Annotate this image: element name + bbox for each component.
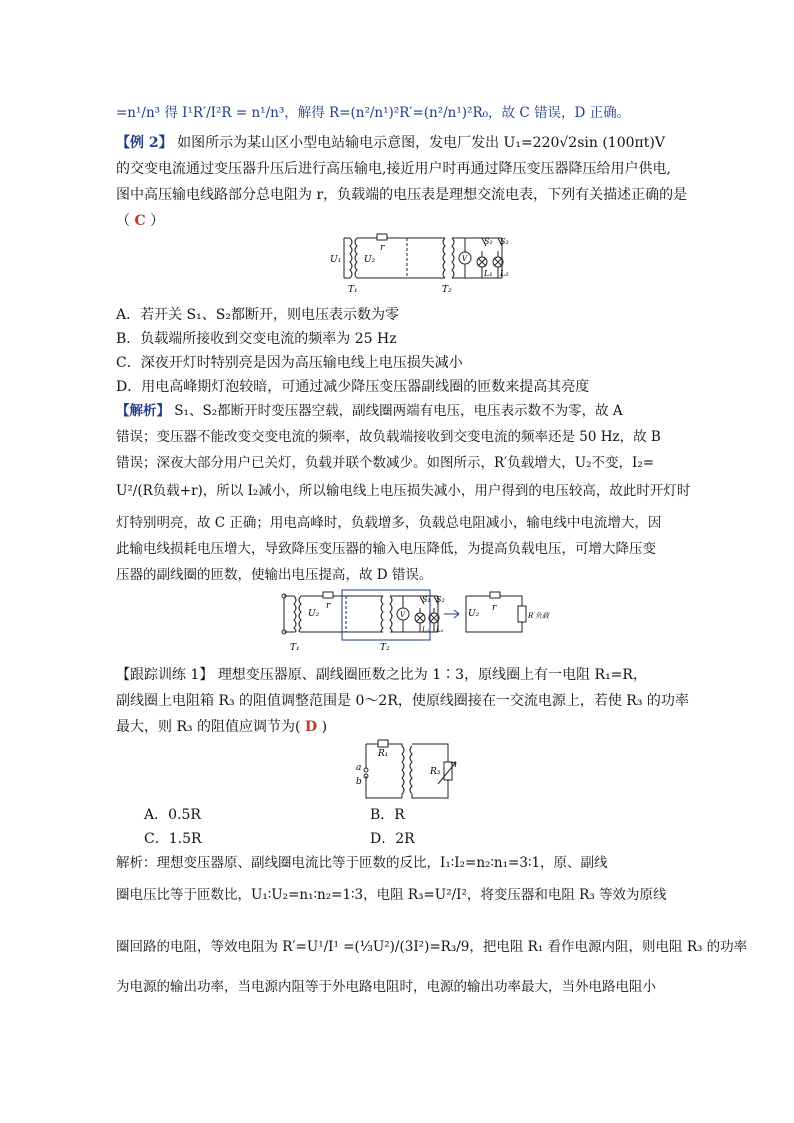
training1-answer-close: ) — [321, 719, 328, 735]
training1-option-d: D．2R — [370, 831, 415, 847]
example2-answer: C — [134, 213, 146, 229]
S2-label-eq: S₂ — [436, 595, 445, 604]
S1-label-eq: S₁ — [422, 595, 431, 604]
example2-label: 【例 2】 — [116, 135, 173, 151]
terminal-b-label: b — [356, 777, 362, 787]
r-label-eq: r — [326, 601, 331, 611]
analysis-text: S₁、S₂都断开时变压器空载，副线圈两端有电压，电压表示数不为零，故 A — [174, 403, 623, 419]
example2-analysis-1 — [116, 402, 623, 420]
R1-label: R₁ — [378, 749, 389, 759]
training1-analysis-1: 解析：理想变压器原、副线圈电流比等于匝数的反比，I₁∶I₂=n₂∶n₁=3∶1，原、副线 — [116, 855, 608, 871]
training1-stem-2: 副线圈上电阻箱 R₃ 的阻值调整范围是 0～2R，使原线圈接在一交流电源上，若使 R₃ 的功率 — [116, 693, 689, 709]
training1-stem-3-text: 最大，则 R₃ 的阻值应调节为( — [116, 719, 301, 735]
training1-circuit-diagram — [348, 736, 468, 806]
example2-option-c: C．深夜开灯时特别亮是因为高压输电线上电压损失减小 — [116, 355, 463, 371]
L2-label: L₂ — [500, 269, 509, 278]
T1-label: T₁ — [348, 285, 358, 294]
example2-circuit-diagram — [330, 232, 510, 294]
L1-label: L₁ — [484, 269, 493, 278]
example2-stem-line-1 — [116, 134, 665, 152]
example2-analysis-6: 此输电线损耗电压增大，导致降压变压器的输入电压降低，为提高负载电压，可增大降压变 — [116, 541, 656, 557]
S1-label: S₁ — [484, 237, 493, 246]
L1-label-eq: L₁ — [422, 626, 430, 634]
T1-label-eq: T₁ — [290, 643, 300, 653]
example2-analysis-4: U²/(R负载+r)，所以 I₂减小，所以输电线上电压损失减小，用户得到的电压较高，故此时开灯时 — [116, 483, 691, 499]
r-label: r — [380, 243, 385, 253]
example2-analysis-3: 错误；深夜大部分用户已关灯，负载并联个数减少。如图所示，R′负载增大，U₂不变，I₂= — [116, 455, 655, 471]
example2-option-b: B．负载端所接收到交变电流的频率为 25 Hz — [116, 331, 397, 347]
terminal-a-label: a — [356, 763, 362, 773]
U1-label: U₁ — [330, 255, 342, 265]
U2-label: U₂ — [364, 255, 376, 265]
example2-option-d: D．用电高峰期灯泡较暗，可通过减少降压变压器副线圈的匝数来提高其亮度 — [116, 379, 590, 395]
training1-option-b: B．R — [370, 807, 405, 823]
U2-label-out: U₂ — [468, 609, 480, 619]
training1-stem-line-1 — [116, 666, 647, 684]
example2-equivalent-diagram — [272, 586, 552, 656]
training1-analysis-3: 圈回路的电阻，等效电阻为 R′=U¹/I¹ =(⅓U²)/(3I²)=R₃/9，把电阻 R₁ 看作电源内阻，则电阻 R₃ 的功率 — [116, 939, 748, 955]
formula-line-top: =n¹/n³ 得 I¹R′/I²R = n¹/n³，解得 R=(n²/n¹)²R′=(n²/n¹)²R₀，故 C 错误，D 正确。 — [116, 105, 631, 121]
answer-open: （ — [116, 213, 130, 229]
answer-close: ） — [150, 213, 165, 229]
load-label: R′负载 — [528, 612, 549, 620]
example2-analysis-2: 错误；变压器不能改变交变电流的频率，故负载端接收到交变电流的频率还是 50 Hz，故 B — [116, 429, 661, 445]
training1-option-a: A．0.5R — [144, 807, 201, 823]
example2-option-a: A．若开关 S₁、S₂都断开，则电压表示数为零 — [116, 307, 399, 323]
example2-answer-line — [116, 212, 164, 230]
T2-label: T₂ — [442, 285, 452, 294]
T2-label-eq: T₂ — [380, 643, 390, 653]
training1-answer: D — [304, 719, 318, 735]
training1-stem-1: 理想变压器原、副线圈匝数之比为 1∶3，原线圈上有一电阻 R₁=R， — [217, 667, 647, 683]
R3-label: R₃ — [430, 767, 441, 777]
training1-stem-3 — [116, 718, 327, 736]
L2-label-eq: L₂ — [436, 626, 444, 634]
training1-analysis-4: 为电源的输出功率，当电源内阻等于外电路电阻时，电源的输出功率最大，当外电路电阻小 — [116, 979, 656, 995]
training1-option-c: C．1.5R — [144, 831, 202, 847]
U2-label-eq: U₂ — [308, 609, 320, 619]
training1-label: 【跟踪训练 1】 — [116, 667, 214, 683]
voltmeter-label: V — [462, 255, 468, 263]
example2-stem-3: 图中高压输电线路部分总电阻为 r，负载端的电压表是理想交流电表，下列有关描述正确的是 — [116, 187, 688, 203]
S2-label: S₂ — [500, 237, 509, 246]
analysis-label: 【解析】 — [116, 403, 170, 419]
r-label-out: r — [492, 603, 497, 613]
example2-analysis-7: 压器的副线圈的匝数，使输出电压提高，故 D 错误。 — [116, 567, 433, 583]
example2-stem-2: 的交变电流通过变压器升压后进行高压输电,接近用户时再通过降压变压器降压给用户供电, — [116, 161, 671, 177]
example2-analysis-5: 灯特别明亮，故 C 正确；用电高峰时，负载增多，负载总电阻减小，输电线中电流增大，因 — [116, 515, 662, 531]
training1-analysis-2: 圈电压比等于匝数比，U₁∶U₂=n₁∶n₂=1∶3，电阻 R₃=U²/I²，将变压器和电阻 R₃ 等效为原线 — [116, 887, 667, 903]
example2-stem-1: 如图所示为某山区小型电站输电示意图，发电厂发出 U₁=220√2sin (100πt)V — [177, 135, 665, 151]
voltmeter-label-eq: V — [400, 611, 406, 619]
